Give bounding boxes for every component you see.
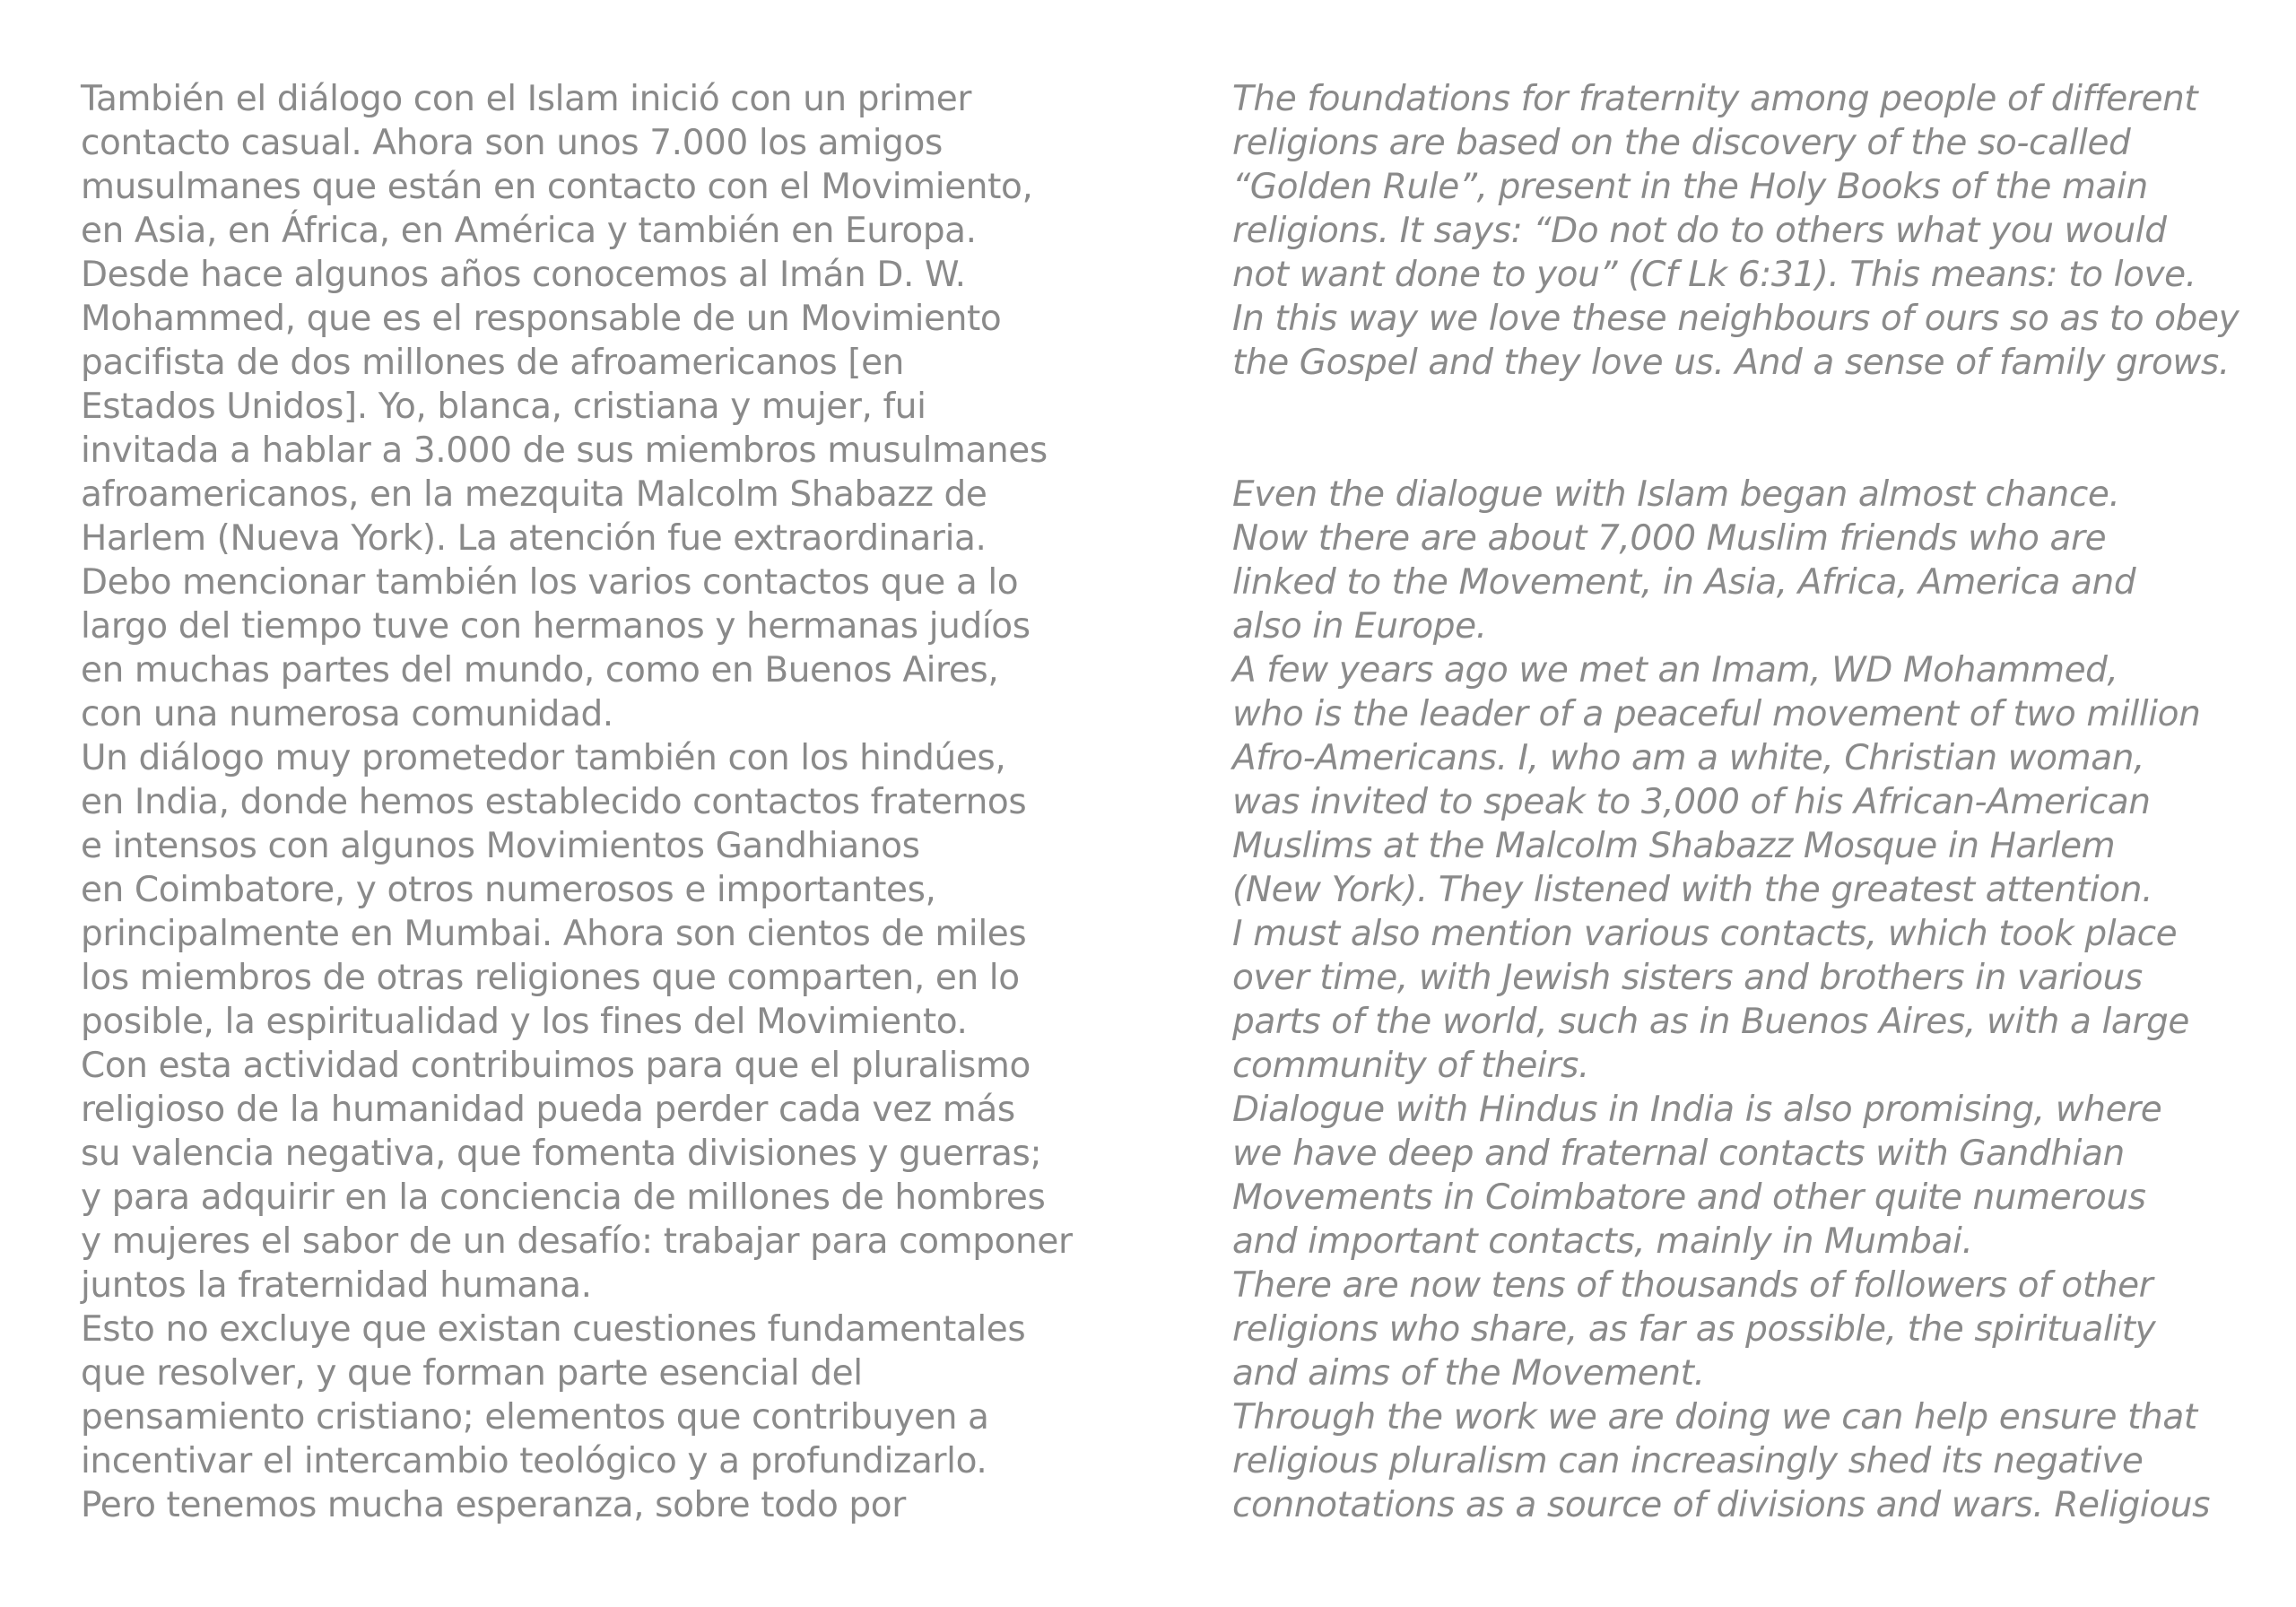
english-line: and important contacts, mainly in Mumbai. (1232, 1221, 1973, 1262)
spanish-line: incentivar el intercambio teológico y a profundizarlo. (81, 1441, 987, 1481)
english-text-column (1232, 77, 2246, 1527)
english-paragraph-dialogue (1232, 473, 2246, 1527)
paragraph-gap (1232, 385, 2246, 429)
english-line: over time, with Jewish sisters and brothers in various (1232, 958, 2143, 998)
english-line: Muslims at the Malcolm Shabazz Mosque in Harlem (1232, 826, 2116, 866)
spanish-line: en muchas partes del mundo, como en Buenos Aires, (81, 650, 999, 691)
spanish-line: en India, donde hemos establecido contactos fraternos (81, 782, 1027, 822)
spanish-line: contacto casual. Ahora son unos 7.000 los amigos (81, 123, 943, 163)
english-line: who is the leader of a peaceful movement of two million (1232, 694, 2201, 734)
english-line: Through the work we are doing we can help ensure that (1232, 1397, 2197, 1438)
english-line: In this way we love these neighbours of ours so as to obey (1232, 299, 2239, 339)
spanish-line: juntos la fraternidad humana. (81, 1265, 592, 1306)
spanish-line: principalmente en Mumbai. Ahora son cientos de miles (81, 914, 1027, 954)
english-line: Dialogue with Hindus in India is also promising, where (1232, 1090, 2162, 1130)
spanish-line: invitada a hablar a 3.000 de sus miembros musulmanes (81, 430, 1048, 471)
spanish-line: en Coimbatore, y otros numerosos e importantes, (81, 870, 936, 910)
spanish-line: e intensos con algunos Movimientos Gandhianos (81, 826, 920, 866)
english-line: parts of the world, such as in Buenos Aires, with a large (1232, 1002, 2189, 1042)
spanish-line: pacifista de dos millones de afroamericanos [en (81, 343, 905, 383)
english-line: religions are based on the discovery of the so-called (1232, 123, 2131, 163)
spanish-line: Desde hace algunos años conocemos al Imán D. W. (81, 255, 966, 295)
english-line: religions. It says: “Do not do to others what you would (1232, 211, 2167, 251)
english-line: The foundations for fraternity among people of different (1232, 79, 2198, 119)
english-line: “Golden Rule”, present in the Holy Books of the main (1232, 167, 2148, 207)
spanish-line: largo del tiempo tuve con hermanos y hermanas judíos (81, 606, 1031, 647)
spanish-line: religioso de la humanidad pueda perder cada vez más (81, 1090, 1015, 1130)
spanish-line: Esto no excluye que existan cuestiones fundamentales (81, 1309, 1026, 1350)
english-line: and aims of the Movement. (1232, 1353, 1705, 1394)
english-line: was invited to speak to 3,000 of his African-American (1232, 782, 2151, 822)
spanish-line: posible, la espiritualidad y los fines del Movimiento. (81, 1002, 968, 1042)
spanish-line: Mohammed, que es el responsable de un Movimiento (81, 299, 1002, 339)
spanish-line: su valencia negativa, que fomenta divisiones y guerras; (81, 1134, 1042, 1174)
spanish-line: También el diálogo con el Islam inició con un primer (81, 79, 971, 119)
spanish-line: Harlem (Nueva York). La atención fue extraordinaria. (81, 518, 987, 559)
spanish-line: musulmanes que están en contacto con el Movimiento, (81, 167, 1033, 207)
spanish-line: con una numerosa comunidad. (81, 694, 613, 734)
spanish-line: y mujeres el sabor de un desafío: trabajar para componer (81, 1221, 1073, 1262)
spanish-line: Un diálogo muy prometedor también con los hindúes, (81, 738, 1006, 778)
english-line: community of theirs. (1232, 1046, 1589, 1086)
english-line: religions who share, as far as possible, the spirituality (1232, 1309, 2156, 1350)
english-line: the Gospel and they love us. And a sense of family grows. (1232, 343, 2230, 383)
paragraph-gap (1232, 429, 2246, 473)
english-line: Now there are about 7,000 Muslim friends who are (1232, 518, 2107, 559)
spanish-line: Estados Unidos]. Yo, blanca, cristiana y mujer, fui (81, 387, 926, 427)
english-line: (New York). They listened with the greatest attention. (1232, 870, 2153, 910)
english-line: A few years ago we met an Imam, WD Mohammed, (1232, 650, 2118, 691)
spanish-line: y para adquirir en la conciencia de millones de hombres (81, 1177, 1046, 1218)
english-line: also in Europe. (1232, 606, 1487, 647)
spanish-line: afroamericanos, en la mezquita Malcolm Shabazz de (81, 474, 987, 515)
english-line: Afro-Americans. I, who am a white, Christian woman, (1232, 738, 2145, 778)
spanish-line: Con esta actividad contribuimos para que el pluralismo (81, 1046, 1031, 1086)
english-line: linked to the Movement, in Asia, Africa, America and (1232, 562, 2136, 603)
spanish-line: que resolver, y que forman parte esencial del (81, 1353, 863, 1394)
english-line: There are now tens of thousands of followers of other (1232, 1265, 2153, 1306)
spanish-line: los miembros de otras religiones que comparten, en lo (81, 958, 1020, 998)
english-line: Even the dialogue with Islam began almost chance. (1232, 474, 2120, 515)
spanish-line: Pero tenemos mucha esperanza, sobre todo por (81, 1485, 906, 1525)
english-line: not want done to you” (Cf Lk 6:31). This means: to love. (1232, 255, 2196, 295)
english-line: connotations as a source of divisions and wars. Religious (1232, 1485, 2210, 1525)
english-line: Movements in Coimbatore and other quite numerous (1232, 1177, 2146, 1218)
english-paragraph-golden-rule (1232, 77, 2246, 385)
english-line: I must also mention various contacts, which took place (1232, 914, 2178, 954)
english-line: religious pluralism can increasingly shed its negative (1232, 1441, 2144, 1481)
spanish-text-column (81, 77, 1085, 1527)
english-line: we have deep and fraternal contacts with Gandhian (1232, 1134, 2125, 1174)
spanish-line: pensamiento cristiano; elementos que contribuyen a (81, 1397, 989, 1438)
spanish-line: en Asia, en África, en América y también en Europa. (81, 211, 977, 251)
spanish-line: Debo mencionar también los varios contactos que a lo (81, 562, 1019, 603)
